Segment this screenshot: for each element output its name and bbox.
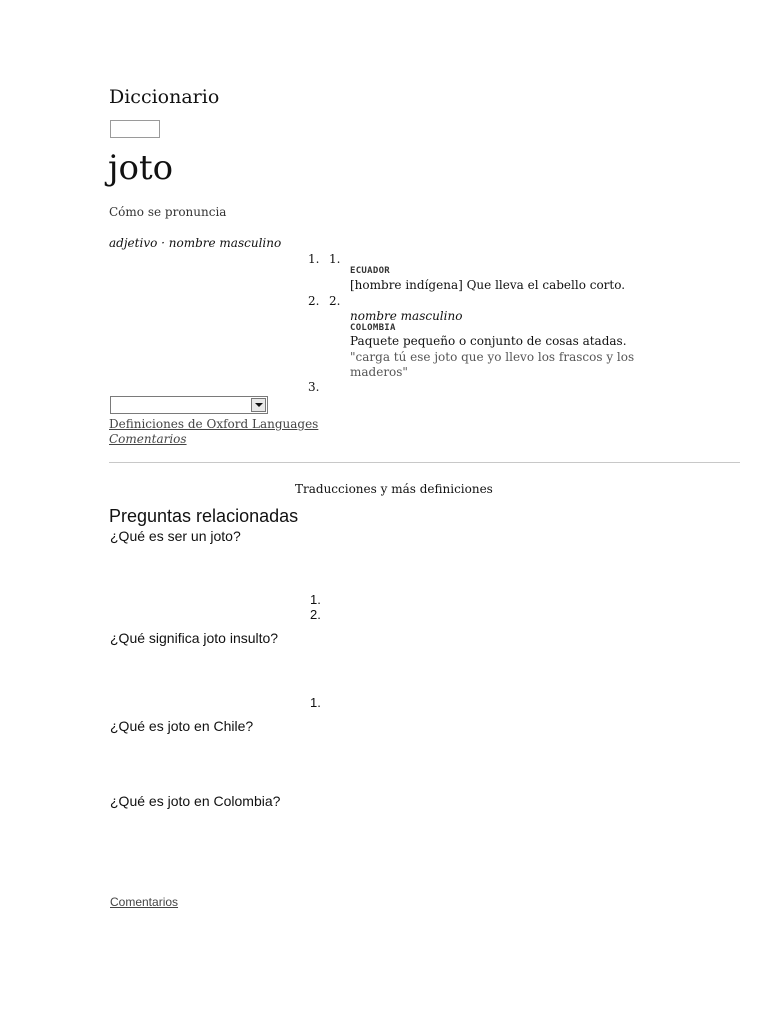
pronunciation-link[interactable]: Cómo se pronuncia bbox=[109, 205, 227, 219]
sense-2-pos: nombre masculino bbox=[350, 309, 463, 323]
comments-link[interactable]: Comentarios bbox=[109, 432, 187, 446]
related-question-1[interactable]: ¿Qué es ser un joto? bbox=[110, 528, 241, 544]
sense-1-outer-number: 1. bbox=[308, 252, 320, 266]
sense-2-example-line-2: maderos" bbox=[350, 365, 408, 379]
sense-2-outer-number: 2. bbox=[308, 294, 320, 308]
chevron-down-icon[interactable] bbox=[251, 398, 266, 412]
sense-2-definition: Paquete pequeño o conjunto de cosas atadas. bbox=[350, 334, 627, 348]
related-question-1-item-2: 2. bbox=[310, 607, 321, 622]
sense-3-outer-number: 3. bbox=[308, 380, 320, 394]
translations-link[interactable]: Traducciones y más definiciones bbox=[295, 482, 493, 496]
related-question-3[interactable]: ¿Qué es joto en Chile? bbox=[110, 718, 254, 734]
related-questions-heading: Preguntas relacionadas bbox=[109, 506, 299, 526]
sense-1-inner-number: 1. bbox=[329, 252, 341, 266]
sense-1-definition: [hombre indígena] Que lleva el cabello corto. bbox=[350, 278, 626, 292]
headword: joto bbox=[108, 148, 174, 188]
search-input[interactable] bbox=[110, 120, 160, 138]
sense-1-region: ECUADOR bbox=[350, 266, 391, 276]
oxford-languages-link[interactable]: Definiciones de Oxford Languages bbox=[109, 417, 319, 431]
sense-2-region: COLOMBIA bbox=[350, 323, 396, 333]
footer-comments-link[interactable]: Comentarios bbox=[110, 895, 179, 909]
related-question-2[interactable]: ¿Qué significa joto insulto? bbox=[110, 630, 279, 646]
sense-2-inner-number: 2. bbox=[329, 294, 341, 308]
dictionary-heading: Diccionario bbox=[109, 86, 220, 108]
part-of-speech-line: adjetivo · nombre masculino bbox=[109, 236, 282, 250]
related-question-4[interactable]: ¿Qué es joto en Colombia? bbox=[110, 793, 281, 809]
divider bbox=[109, 462, 740, 463]
language-select[interactable] bbox=[110, 396, 268, 414]
sense-2-example-line-1: "carga tú ese joto que yo llevo los frascos y los bbox=[350, 350, 635, 364]
related-question-2-item-1: 1. bbox=[310, 695, 321, 710]
related-question-1-item-1: 1. bbox=[310, 592, 321, 607]
